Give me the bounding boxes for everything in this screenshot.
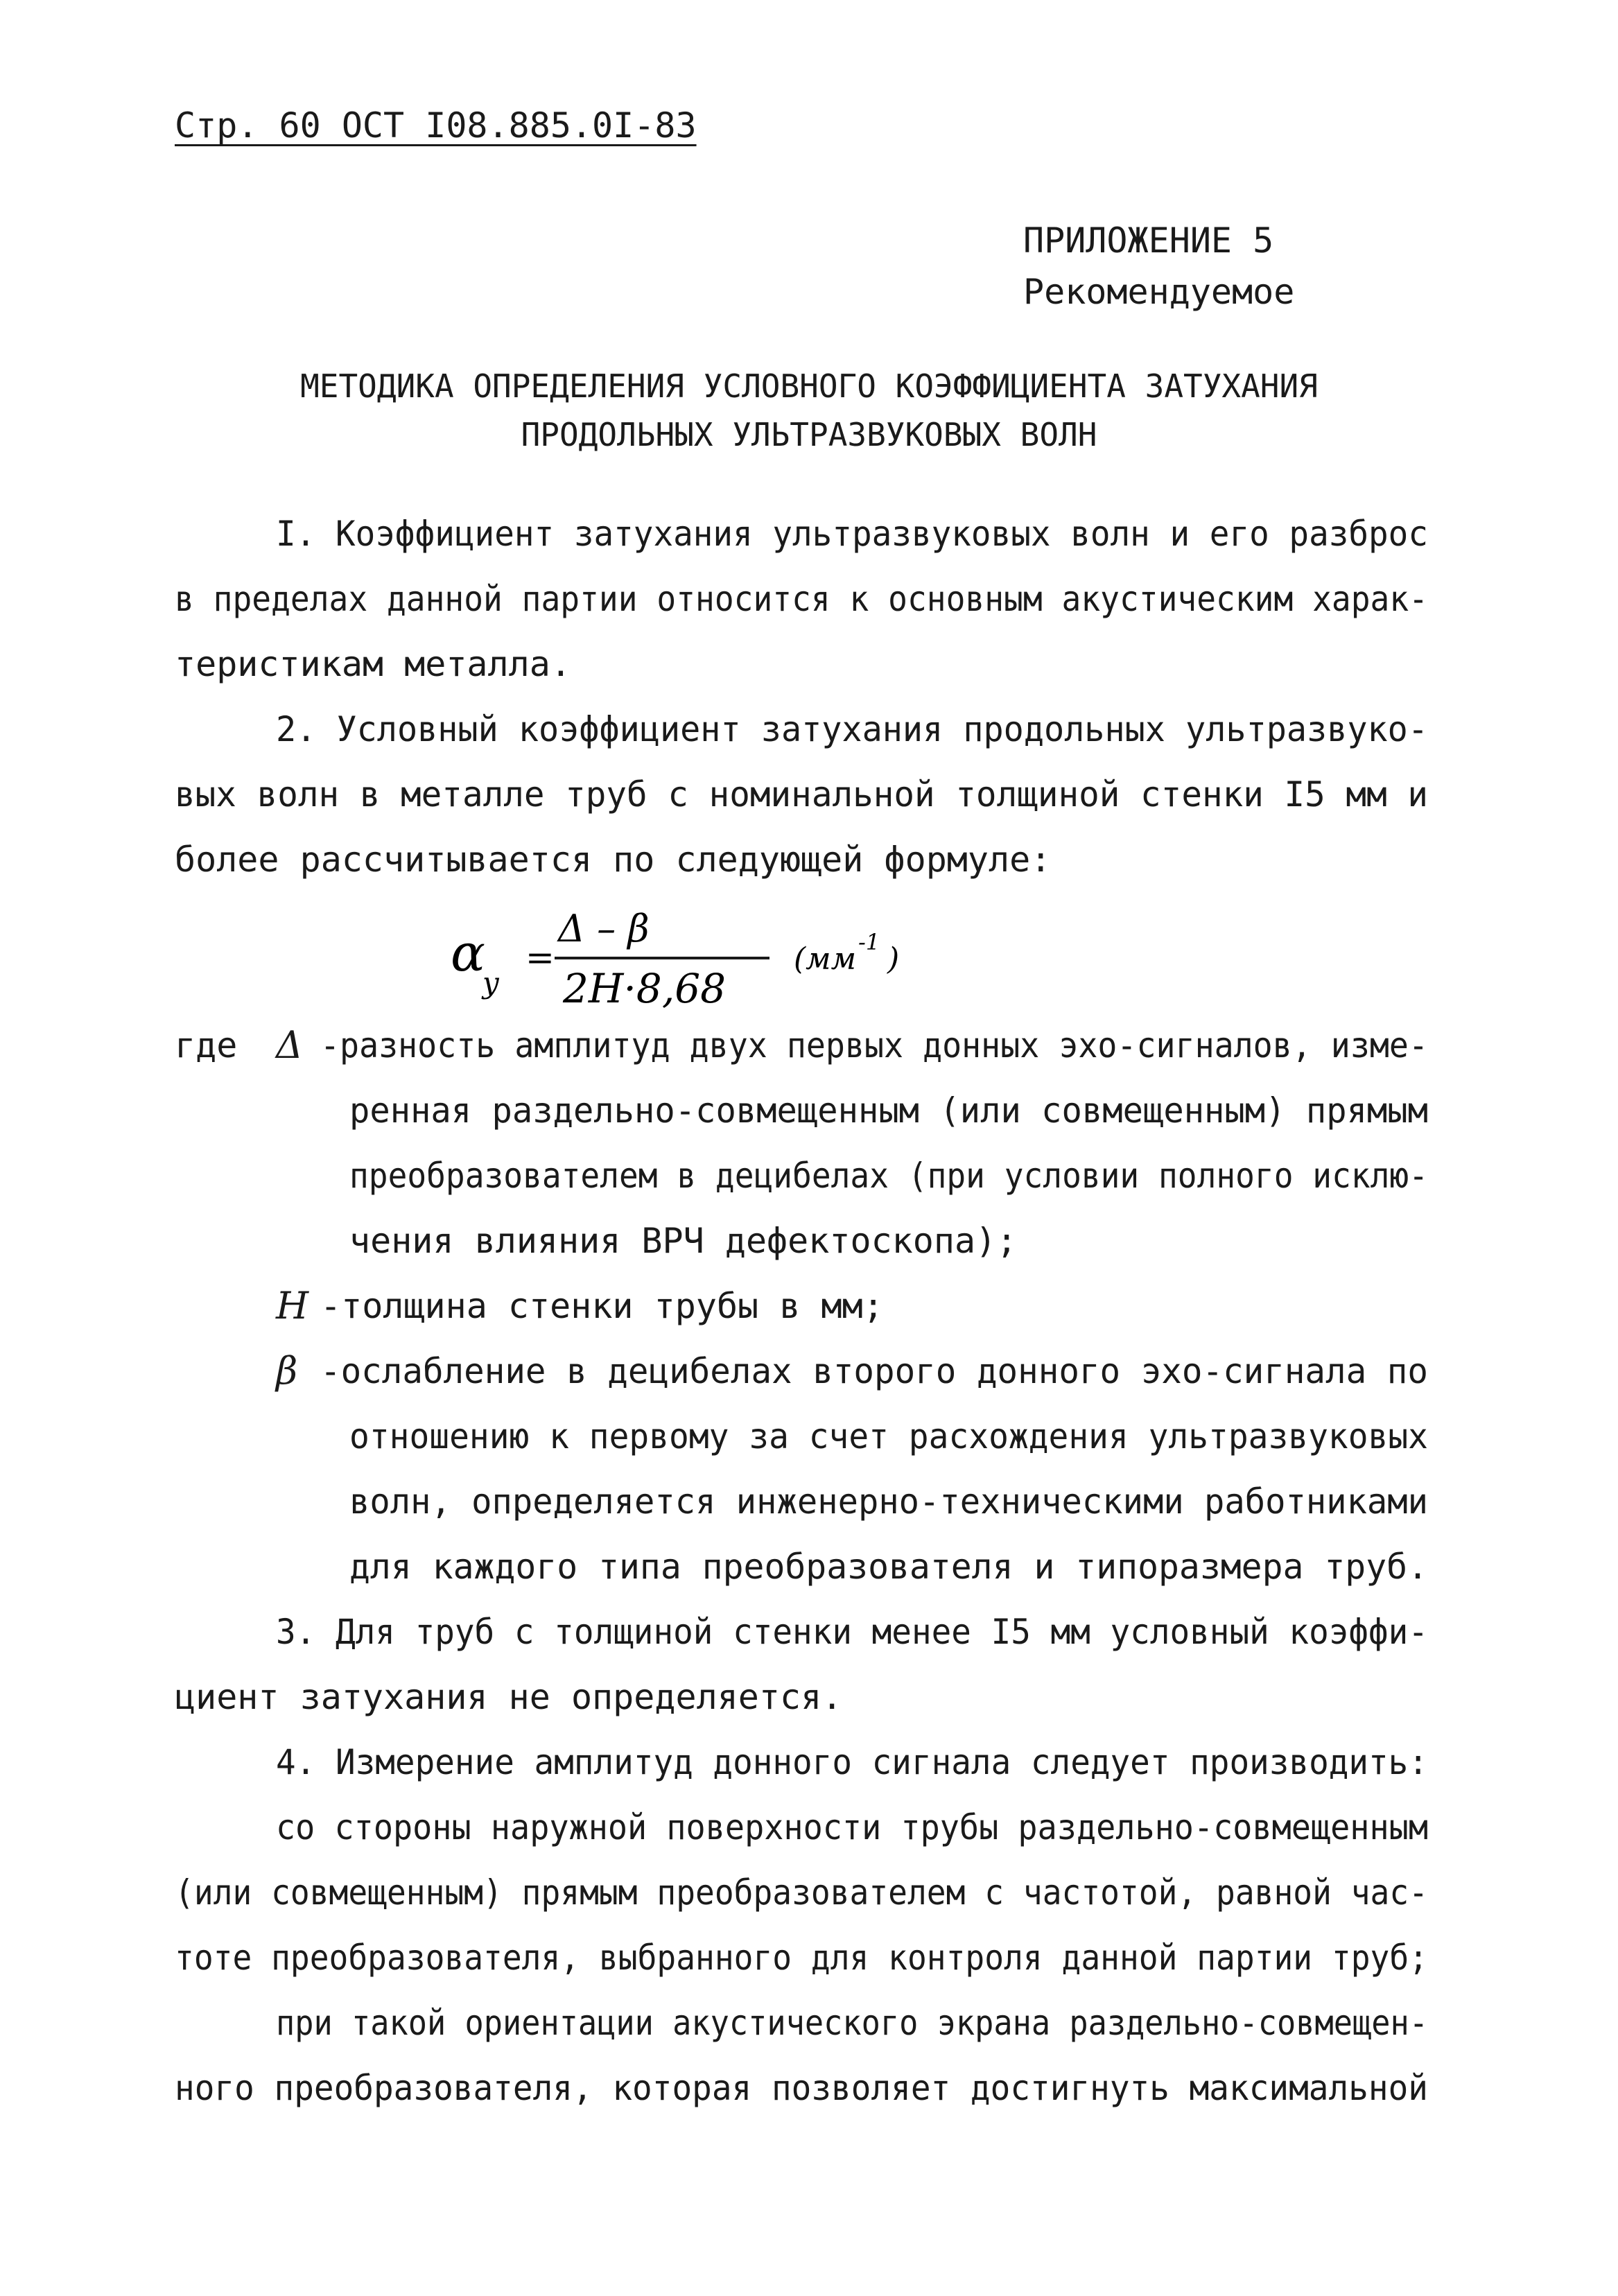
paragraph-1-line-2: в пределах данной партии относится к основным акустическим харак- bbox=[175, 579, 1428, 619]
attenuation-formula bbox=[444, 901, 943, 1019]
formula-unit: (мм bbox=[794, 941, 857, 977]
paragraph-4-line-6: ного преобразователя, которая позволяет достигнуть максимальной bbox=[175, 2068, 1428, 2108]
where-label: где bbox=[175, 1025, 238, 1066]
appendix-number: ПРИЛОЖЕНИЕ 5 bbox=[1023, 220, 1274, 261]
paragraph-4-line-2: со стороны наружной поверхности трубы раздельно-совмещенным bbox=[276, 1807, 1428, 1847]
formula-unit-exponent: -1 bbox=[858, 929, 880, 955]
paragraph-3-line-1: 3. Для труб с толщиной стенки менее I5 мм условный коэффи- bbox=[276, 1612, 1428, 1652]
paragraph-4-line-1: 4. Измерение амплитуд донного сигнала следует производить: bbox=[276, 1742, 1428, 1782]
paragraph-1-line-1: I. Коэффициент затухания ультразвуковых волн и его разброс bbox=[276, 514, 1428, 554]
paragraph-4-line-5: при такой ориентации акустического экрана раздельно-совмещен- bbox=[276, 2003, 1428, 2043]
paragraph-2-line-3: более рассчитывается по следующей формуле: bbox=[175, 840, 1052, 880]
paragraph-4-line-4: тоте преобразователя, выбранного для контроля данной партии труб; bbox=[175, 1938, 1428, 1978]
delta-definition-line-2: ренная раздельно-совмещенным (или совмещенным) прямым bbox=[349, 1090, 1428, 1131]
formula-denominator: 2Н·8,68 bbox=[563, 965, 727, 1012]
paragraph-2-line-2: вых волн в металле труб с номинальной толщиной стенки I5 мм и bbox=[175, 774, 1428, 815]
beta-definition-line-4: для каждого типа преобразователя и типоразмера труб. bbox=[349, 1547, 1428, 1587]
beta-definition-line-3: волн, определяется инженерно-техническими работниками bbox=[349, 1481, 1428, 1522]
document-title-line-2: ПРОДОЛЬНЫХ УЛЬТРАЗВУКОВЫХ ВОЛН bbox=[521, 416, 1097, 453]
h-symbol: Н bbox=[276, 1284, 309, 1328]
document-title-line-1: МЕТОДИКА ОПРЕДЕЛЕНИЯ УСЛОВНОГО КОЭФФИЦИЕНТА ЗАТУХАНИЯ bbox=[300, 367, 1318, 405]
formula-numerator: Δ – β bbox=[558, 907, 650, 950]
formula-unit-close: ) bbox=[887, 941, 900, 977]
paragraph-4-line-3: (или совмещенным) прямым преобразователем с частотой, равной час- bbox=[175, 1872, 1428, 1913]
beta-symbol: β bbox=[276, 1349, 298, 1393]
delta-definition-line-3: преобразователем в децибелах (при условии полного исклю- bbox=[349, 1156, 1428, 1196]
paragraph-1-line-3: теристикам металла. bbox=[175, 644, 571, 684]
delta-definition-line-4: чения влияния ВРЧ дефектоскопа); bbox=[349, 1221, 1018, 1261]
paragraph-2-line-1: 2. Условный коэффициент затухания продольных ультразвуко- bbox=[276, 709, 1428, 749]
delta-definition-line-1: -разность амплитуд двух первых донных эхо-сигналов, изме- bbox=[320, 1025, 1428, 1066]
appendix-type: Рекомендуемое bbox=[1023, 272, 1295, 312]
formula-equals: = bbox=[525, 937, 555, 977]
page-header: Стр. 60 ОСТ I08.885.0I-83 bbox=[175, 105, 697, 146]
beta-definition-line-2: отношению к первому за счет расхождения ультразвуковых bbox=[349, 1416, 1428, 1456]
formula-lhs-subscript: у bbox=[482, 966, 500, 1000]
h-definition: -толщина стенки трубы в мм; bbox=[320, 1286, 884, 1326]
delta-symbol: Δ bbox=[276, 1023, 303, 1067]
formula-lhs: α bbox=[451, 923, 485, 983]
beta-definition-line-1: -ослабление в децибелах второго донного эхо-сигнала по bbox=[320, 1351, 1428, 1391]
paragraph-3-line-2: циент затухания не определяется. bbox=[175, 1677, 843, 1717]
